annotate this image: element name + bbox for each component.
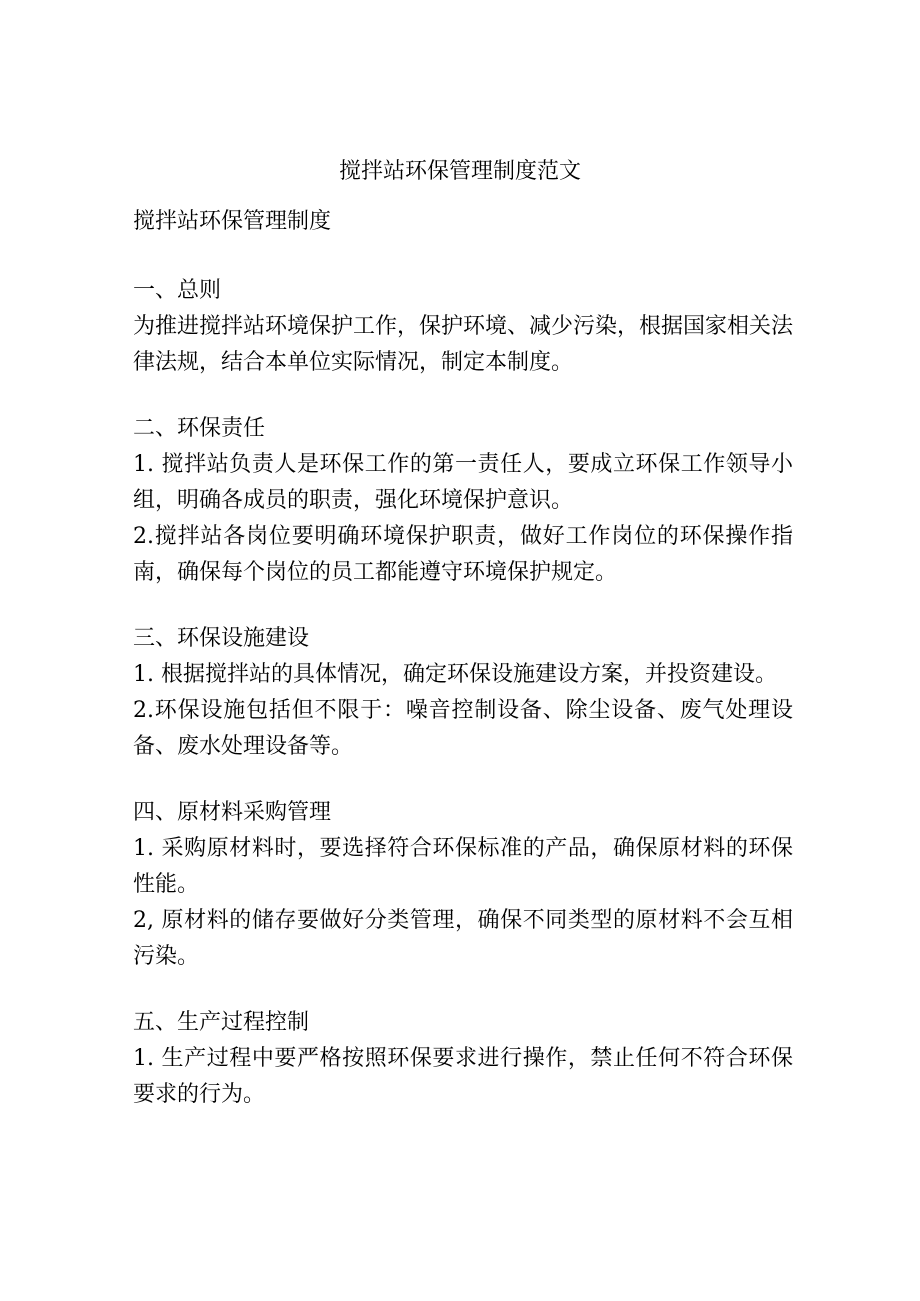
- paragraph: 1. 根据搅拌站的具体情况，确定环保设施建设方案，并投资建设。: [133, 662, 777, 687]
- section-heading: 四、原材料采购管理: [133, 800, 332, 825]
- section-facilities: [133, 621, 793, 765]
- paragraph: 1. 采购原材料时，要选择符合环保标准的产品，确保原材料的环保性能。: [133, 836, 793, 897]
- paragraph: 1. 生产过程中要严格按照环保要求进行操作，禁止任何不符合环保要求的行为。: [133, 1046, 793, 1107]
- section-heading: 三、环保设施建设: [133, 626, 310, 651]
- section-production-control: [133, 1005, 793, 1113]
- document-title: 搅拌站环保管理制度范文: [338, 159, 581, 184]
- paragraph: 为推进搅拌站环境保护工作，保护环境、减少污染，根据国家相关法律法规，结合本单位实际情况，制定本制度。: [133, 314, 794, 375]
- paragraph: 2, 原材料的储存要做好分类管理，确保不同类型的原材料不会互相污染。: [133, 908, 793, 969]
- paragraph: 2.环保设施包括但不限于：噪音控制设备、除尘设备、废气处理设备、废水处理设备等。: [133, 698, 793, 759]
- section-procurement: [133, 795, 793, 975]
- section-responsibility: [133, 411, 793, 591]
- document-body: [133, 201, 793, 1143]
- paragraph: 1. 搅拌站负责人是环保工作的第一责任人，要成立环保工作领导小组，明确各成员的职责，强化环境保护意识。: [133, 452, 793, 513]
- section-heading: 五、生产过程控制: [133, 1010, 310, 1035]
- section-general: [133, 273, 793, 381]
- document-subtitle: 搅拌站环保管理制度: [133, 209, 332, 234]
- section-heading: 一、总则: [133, 278, 222, 303]
- paragraph: 2.搅拌站各岗位要明确环境保护职责，做好工作岗位的环保操作指南，确保每个岗位的员工都能遵守环境保护规定。: [133, 524, 793, 585]
- section-heading: 二、环保责任: [133, 416, 266, 441]
